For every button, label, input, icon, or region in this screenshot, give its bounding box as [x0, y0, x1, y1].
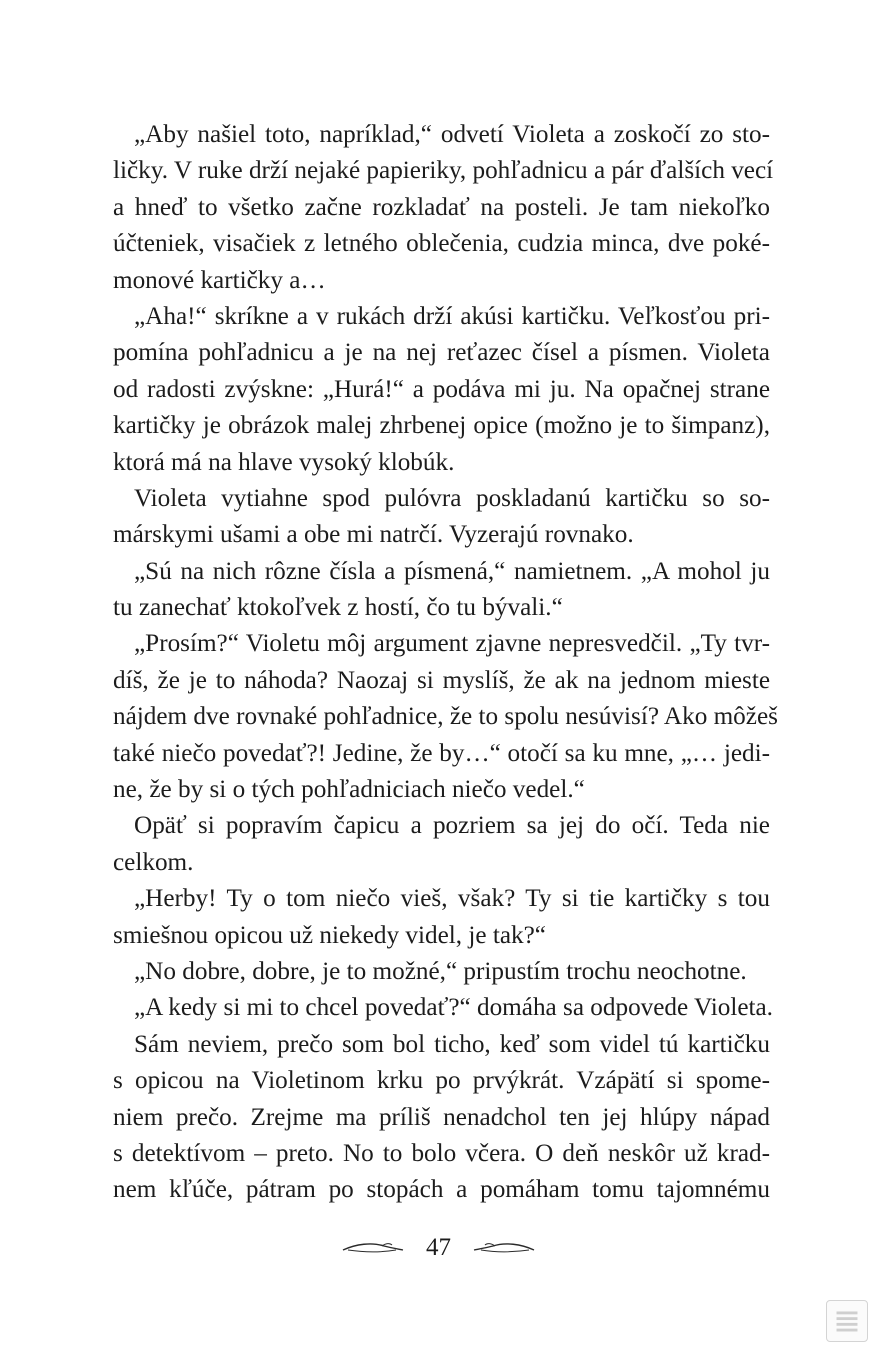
text-line: nájdem dve rovnaké pohľadnice, že to spolu nesúvisí? Ako môžeš	[113, 703, 778, 731]
text-line: ne, že by si o tých pohľadniciach niečo vedel.“	[113, 776, 585, 804]
text-line: monové kartičky a…	[113, 266, 326, 294]
text-line: niem prečo. Zrejme ma príliš nenadchol ten jej hlúpy nápad	[113, 1103, 770, 1131]
text-line: „Prosím?“ Violetu môj argument zjavne nepresvedčil. „Ty tvr-	[134, 630, 770, 658]
text-line: s opicou na Violetinom krku po prvýkrát. Vzápätí si spome-	[113, 1067, 770, 1095]
text-line: „Aby našiel toto, napríklad,“ odvetí Violeta a zoskočí zo sto-	[134, 121, 770, 148]
document-menu-icon	[827, 1301, 867, 1341]
text-line: Violeta vytiahne spod pulóvra poskladanú kartičku so so-	[134, 484, 770, 512]
text-line: od radosti zvýskne: „Hurá!“ a podáva mi ju. Na opačnej strane	[113, 375, 770, 403]
document-menu-button[interactable]	[826, 1300, 868, 1342]
text-line: celkom.	[113, 848, 194, 876]
page-number: 47	[426, 1234, 451, 1261]
text-line: pomína pohľadnicu a je na nej reťazec čísel a písmen. Violeta	[113, 339, 770, 367]
swash-ornament-left-icon	[342, 1241, 404, 1255]
text-line: kartičky je obrázok malej zhrbenej opice (možno je to šimpanz),	[113, 412, 770, 440]
body-text	[113, 117, 778, 1209]
page-footer	[0, 1230, 877, 1266]
text-line: Sám neviem, prečo som bol ticho, keď som videl tú kartičku	[134, 1030, 770, 1058]
text-line: tu zanechať ktokoľvek z hostí, čo tu bývali.“	[113, 594, 563, 622]
text-line: s detektívom – preto. No to bolo včera. O deň neskôr už krad-	[113, 1139, 770, 1167]
text-line: „A kedy si mi to chcel povedať?“ domáha sa odpovede Violeta.	[134, 994, 773, 1022]
text-line: ličky. V ruke drží nejaké papieriky, pohľadnicu a pár ďalších vecí	[113, 157, 774, 185]
text-line: díš, že je to náhoda? Naozaj si myslíš, že ak na jednom mieste	[113, 666, 770, 694]
text-line: účteniek, visačiek z letného oblečenia, cudzia minca, dve poké-	[113, 230, 770, 258]
text-line: „Sú na nich rôzne čísla a písmená,“ namietnem. „A mohol ju	[134, 557, 770, 585]
text-line: ktorá má na hlave vysoký klobúk.	[113, 448, 455, 476]
text-line: márskymi ušami a obe mi natrčí. Vyzerajú rovnako.	[113, 521, 634, 549]
text-line: také niečo povedať?! Jedine, že by…“ otočí sa ku mne, „… jedi-	[113, 739, 770, 767]
text-line: „Aha!“ skríkne a v rukách drží akúsi kartičku. Veľkosťou pri-	[134, 302, 770, 330]
text-line: „No dobre, dobre, je to možné,“ pripustím trochu neochotne.	[134, 957, 747, 985]
text-line: smiešnou opicou už niekedy videl, je tak?“	[113, 921, 546, 949]
text-line: „Herby! Ty o tom niečo vieš, však? Ty si tie kartičky s tou	[134, 885, 770, 913]
text-line: nem kľúče, pátram po stopách a pomáham tomu tajomnému	[113, 1176, 770, 1204]
swash-ornament-right-icon	[473, 1241, 535, 1255]
text-line: Opäť si popravím čapicu a pozriem sa jej do očí. Teda nie	[134, 812, 770, 840]
text-line: a hneď to všetko začne rozkladať na posteli. Je tam niekoľko	[113, 193, 770, 221]
